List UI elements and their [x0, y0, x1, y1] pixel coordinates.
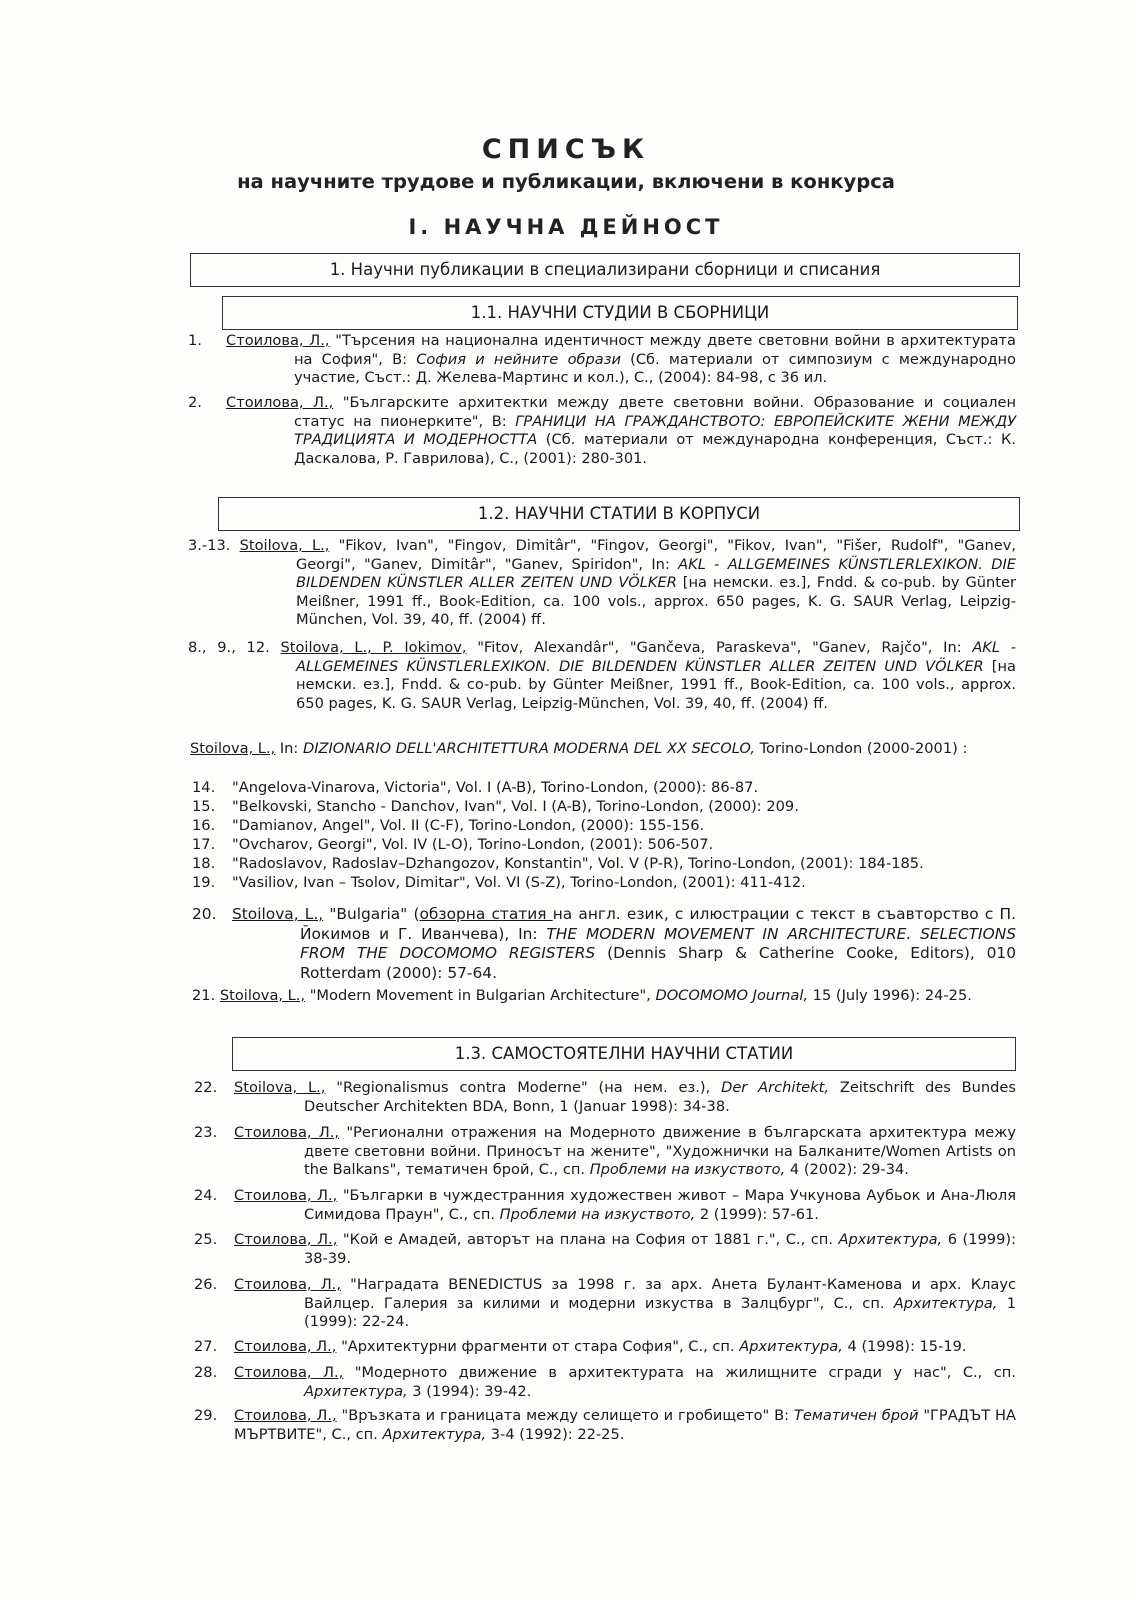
entry-source-title: Проблеми на изкуството,	[589, 1161, 786, 1179]
entry-author: Стоилова, Л.,	[226, 332, 330, 349]
entry-23	[194, 1124, 1016, 1180]
entry-22	[194, 1079, 1016, 1116]
page-subtitle: на научните трудове и публикации, включени в конкурса	[237, 170, 895, 193]
entry-author: Стоилова, Л.,	[234, 1187, 338, 1204]
entry-text: Стоилова, Л., "Наградата BENEDICTUS за 1998 г. за арх. Анета Булант-Каменова и арх. Клаус Вайлцер. Галерия за килими и модерни изкуства в Залцбург", С., сп. Архитектура, 1 (1999): 22-24.	[234, 1276, 1016, 1331]
entry-number: 27.	[194, 1338, 218, 1355]
entry-20	[192, 905, 1016, 983]
entry-author: Stoilova, L.,	[190, 740, 276, 757]
entry-source-title: Der Architekt,	[721, 1079, 829, 1096]
entry-27	[194, 1338, 1016, 1357]
section-heading: I. НАУЧНА ДЕЙНОСТ	[408, 215, 724, 239]
entry-29	[194, 1407, 1016, 1444]
page-title: СПИСЪК	[481, 134, 651, 165]
entry-author: Stoilova, L.,	[219, 987, 306, 1004]
entry-text: Stoilova, L., "Bulgaria" (обзорна статия на англ. език, с илюстрации с текст в съавторство с П. Йокимов и Г. Иванчева), In: THE MODERN MOVEMENT IN ARCHITECTURE. SELECTIONS FROM THE DOCOMOMO REGISTERS (Dennis Sharp & Catherine Cooke, Editors), 010 Rotterdam (2000): 57-64.	[232, 905, 1016, 982]
entry-3-13	[188, 537, 1016, 630]
entry-2	[188, 394, 1016, 468]
subcategory-box-articles: 1.3. САМОСТОЯТЕЛНИ НАУЧНИ СТАТИИ	[232, 1037, 1016, 1071]
entry-source-title: Проблеми на изкуството,	[499, 1205, 696, 1223]
entry-8-9-12	[188, 639, 1016, 713]
entry-number: 26.	[194, 1276, 218, 1293]
entry-source-title: ГРАНИЦИ НА ГРАЖДАНСТВОТО: ЕВРОПЕЙСКИТЕ ЖЕНИ МЕЖДУ ТРАДИЦИЯТА И МОДЕРНОСТТА	[294, 412, 1017, 449]
subcategory-box-corpus: 1.2. НАУЧНИ СТАТИИ В КОРПУСИ	[218, 497, 1020, 531]
entry-number: 25.	[194, 1231, 218, 1248]
entry-author: Стоилова, Л.,	[234, 1231, 338, 1248]
entry-number: 21.	[192, 987, 216, 1004]
category-box: 1. Научни публикации в специализирани сборници и списания	[190, 253, 1020, 287]
list-item: 15. "Belkovski, Stancho - Danchov, Ivan", Vol. I (A-B), Torino-London, (2000): 209.	[192, 798, 799, 815]
entry-number: 1.	[188, 332, 202, 349]
entry-text: Стоилова, Л., "Българки в чуждестранния художествен живот – Мара Учкунова Аубьок и Ана-Люля Симидова Праун", С., сп. Проблеми на изкуството, 2 (1999): 57-61.	[234, 1187, 1017, 1223]
entry-28	[194, 1364, 1016, 1401]
entry-text: 21. Stoilova, L., "Modern Movement in Bulgarian Architecture", DOCOMOMO Journal, 15 (July 1996): 24-25.	[192, 987, 972, 1004]
subcategory-box-studies: 1.1. НАУЧНИ СТУДИИ В СБОРНИЦИ	[222, 296, 1018, 330]
list-item: 19. "Vasiliov, Ivan – Tsolov, Dimitar", Vol. VI (S-Z), Torino-London, (2001): 411-412.	[192, 874, 806, 891]
entry-text: Stoilova, L., "Regionalismus contra Moderne" (на нем. ез.), Der Architekt, Zeitschrift des Bundes Deutscher Architekten BDA, Bonn, 1 (Januar 1998): 34-38.	[234, 1079, 1016, 1115]
entry-number: 29.	[194, 1407, 218, 1424]
entry-number: 23.	[194, 1124, 218, 1141]
entry-author: Стоилова, Л.,	[234, 1276, 341, 1293]
entry-author: Стоилова, Л.,	[234, 1338, 337, 1355]
entry-source-title: Тематичен брой	[793, 1407, 919, 1424]
entry-number: 20.	[192, 905, 217, 923]
entry-source-title: Архитектура,	[304, 1382, 408, 1400]
list-item: 14. "Angelova-Vinarova, Victoria", Vol. I (A-B), Torino-London, (2000): 86-87.	[192, 779, 759, 796]
entry-text: Stoilova, L., In: DIZIONARIO DELL'ARCHITETTURA MODERNA DEL XX SECOLO, Torino-London (2000-2001) :	[190, 740, 968, 757]
entry-author: Стоилова, Л.,	[234, 1407, 337, 1424]
entry-author: Stoilova, L., P. Iokimov,	[280, 639, 467, 656]
entry-text: 3.-13. Stoilova, L., "Fikov, Ivan", "Fingov, Dimitâr", "Fingov, Georgi", "Fikov, Ivan", "Fišer, Rudolf", "Ganev, Georgi", "Ganev, Dimitâr", "Ganev, Spiridon", In: AKL - ALLGEMEINES KÜNSTLERLEXIKON. DIE BILDENDEN KÜNSTLER ALLER ZEITEN UND VÖLKER [на немски. ез.], Fndd. & co-pub. by Günter Meißner, 1991 ff., Book-Edition, ca. 100 vols., approx. 650 pages, K. G. SAUR Verlag, Leipzig-München, Vol. 39, 40, ff. (2004) ff.	[188, 537, 1017, 629]
entry-source-title: DIZIONARIO DELL'ARCHITETTURA MODERNA DEL XX SECOLO,	[302, 740, 755, 757]
entry-author: Stoilova, L.,	[232, 905, 324, 923]
entry-text: Стоилова, Л., "Кой е Амадей, авторът на плана на София от 1881 г.", С., сп. Архитектура, 6 (1999): 38-39.	[234, 1231, 1016, 1267]
entry-source-title: DOCOMOMO Journal,	[655, 987, 809, 1004]
entry-source-title: София и нейните образи	[416, 350, 621, 368]
entry-number: 24.	[194, 1187, 218, 1204]
list-item: 16. "Damianov, Angel", Vol. II (C-F), Torino-London, (2000): 155-156.	[192, 817, 705, 834]
entry-author: Stoilova, L.,	[239, 537, 330, 554]
entry-25	[194, 1231, 1016, 1268]
entry-text: Стоилова, Л., "Българските архитектки между двете световни войни. Образование и социален статус на пионерките", В: ГРАНИЦИ НА ГРАЖДАНСТВОТО: ЕВРОПЕЙСКИТЕ ЖЕНИ МЕЖДУ ТРАДИЦИЯТА И МОДЕРНОСТТА (Сб. материали от международна конференция, Съст.: К. Даскалова, Р. Гаврилова), С., (2001): 280-301.	[226, 394, 1017, 467]
entry-text: Стоилова, Л., "Модерното движение в архитектурата на жилищните сгради у нас", С., сп. Архитектура, 3 (1994): 39-42.	[234, 1364, 1016, 1400]
entry-text: Стоилова, Л., "Архитектурни фрагменти от стара София", С., сп. Архитектура, 4 (1998): 15-19.	[234, 1338, 967, 1355]
entry-text: 8., 9., 12. Stoilova, L., P. Iokimov, "Fitov, Alexandâr", "Gančeva, Paraskeva", "Ganev, Rajčo", In: AKL - ALLGEMEINES KÜNSTLERLEXIKON. DIE BILDENDEN KÜNSTLER ALLER ZEITEN UND VÖLKER [на немски. ез.], Fndd. & co-pub. by Günter Meißner, 1991 ff., Book-Edition, ca. 100 vols., approx. 650 pages, K. G. SAUR Verlag, Leipzig-München, Vol. 39, 40, ff. (2004) ff.	[188, 639, 1016, 712]
entry-source-title: Архитектура,	[838, 1231, 943, 1248]
entry-number: 8., 9., 12.	[188, 639, 270, 656]
entry-number: 22.	[194, 1079, 218, 1096]
entry-text: Стоилова, Л., "Връзката и границата между селището и гробището" В: Тематичен брой "ГРАДЪТ НА МЪРТВИТЕ", С., сп. Архитектура, 3-4 (1992): 22-25.	[234, 1407, 1017, 1443]
entry-source-title: AKL - ALLGEMEINES KÜNSTLERLEXIKON. DIE BILDENDEN KÜNSTLER ALLER ZEITEN UND VÖLKER	[296, 555, 1016, 592]
entry-text: Стоилова, Л., "Търсения на национална идентичност между двете световни войни в архитектурата на София", В: София и нейните образи (Сб. материали от симпозиум с международно участие, Съст.: Д. Желева-Мартинс и кол.), С., (2004): 84-98, с 36 ил.	[226, 332, 1017, 387]
entry-24	[194, 1187, 1016, 1224]
entry-number: 28.	[194, 1364, 218, 1381]
entry-number: 3.-13.	[188, 537, 231, 554]
entry-author: Стоилова, Л.,	[234, 1364, 344, 1381]
entry-author: Stoilova, L.,	[234, 1079, 326, 1096]
list-item: 18. "Radoslavov, Radoslav–Dzhangozov, Konstantin", Vol. V (P-R), Torino-London, (2001): 184-185.	[192, 855, 924, 872]
entry-author: Стоилова, Л.,	[226, 394, 334, 411]
entry-source-title: AKL - ALLGEMEINES KÜNSTLERLEXIKON. DIE BILDENDEN KÜNSTLER ALLER ZEITEN UND VÖLKER	[296, 639, 1016, 675]
entry-source-title: Архитектура,	[739, 1338, 843, 1355]
entry-dizionario	[190, 740, 1016, 759]
entry-26	[194, 1276, 1016, 1332]
entry-author: Стоилова, Л.,	[234, 1124, 340, 1141]
entry-number: 2.	[188, 394, 202, 411]
entry-source-title: THE MODERN MOVEMENT IN ARCHITECTURE. SELECTIONS FROM THE DOCOMOMO REGISTERS	[300, 924, 1016, 962]
entry-1	[188, 332, 1016, 388]
entry-21	[192, 987, 1016, 1006]
list-item: 17. "Ovcharov, Georgi", Vol. IV (L-O), Torino-London, (2001): 506-507.	[192, 836, 714, 853]
entry-text: Стоилова, Л., "Регионални отражения на Модерното движение в българската архитектура межу двете световни войни. Приносът на жените", "Художнички на Балканите/Women Artists on the Balkans", тематичен брой, С., сп. Проблеми на изкуството, 4 (2002): 29-34.	[234, 1124, 1016, 1179]
entry-source-title: Архитектура,	[893, 1294, 998, 1312]
